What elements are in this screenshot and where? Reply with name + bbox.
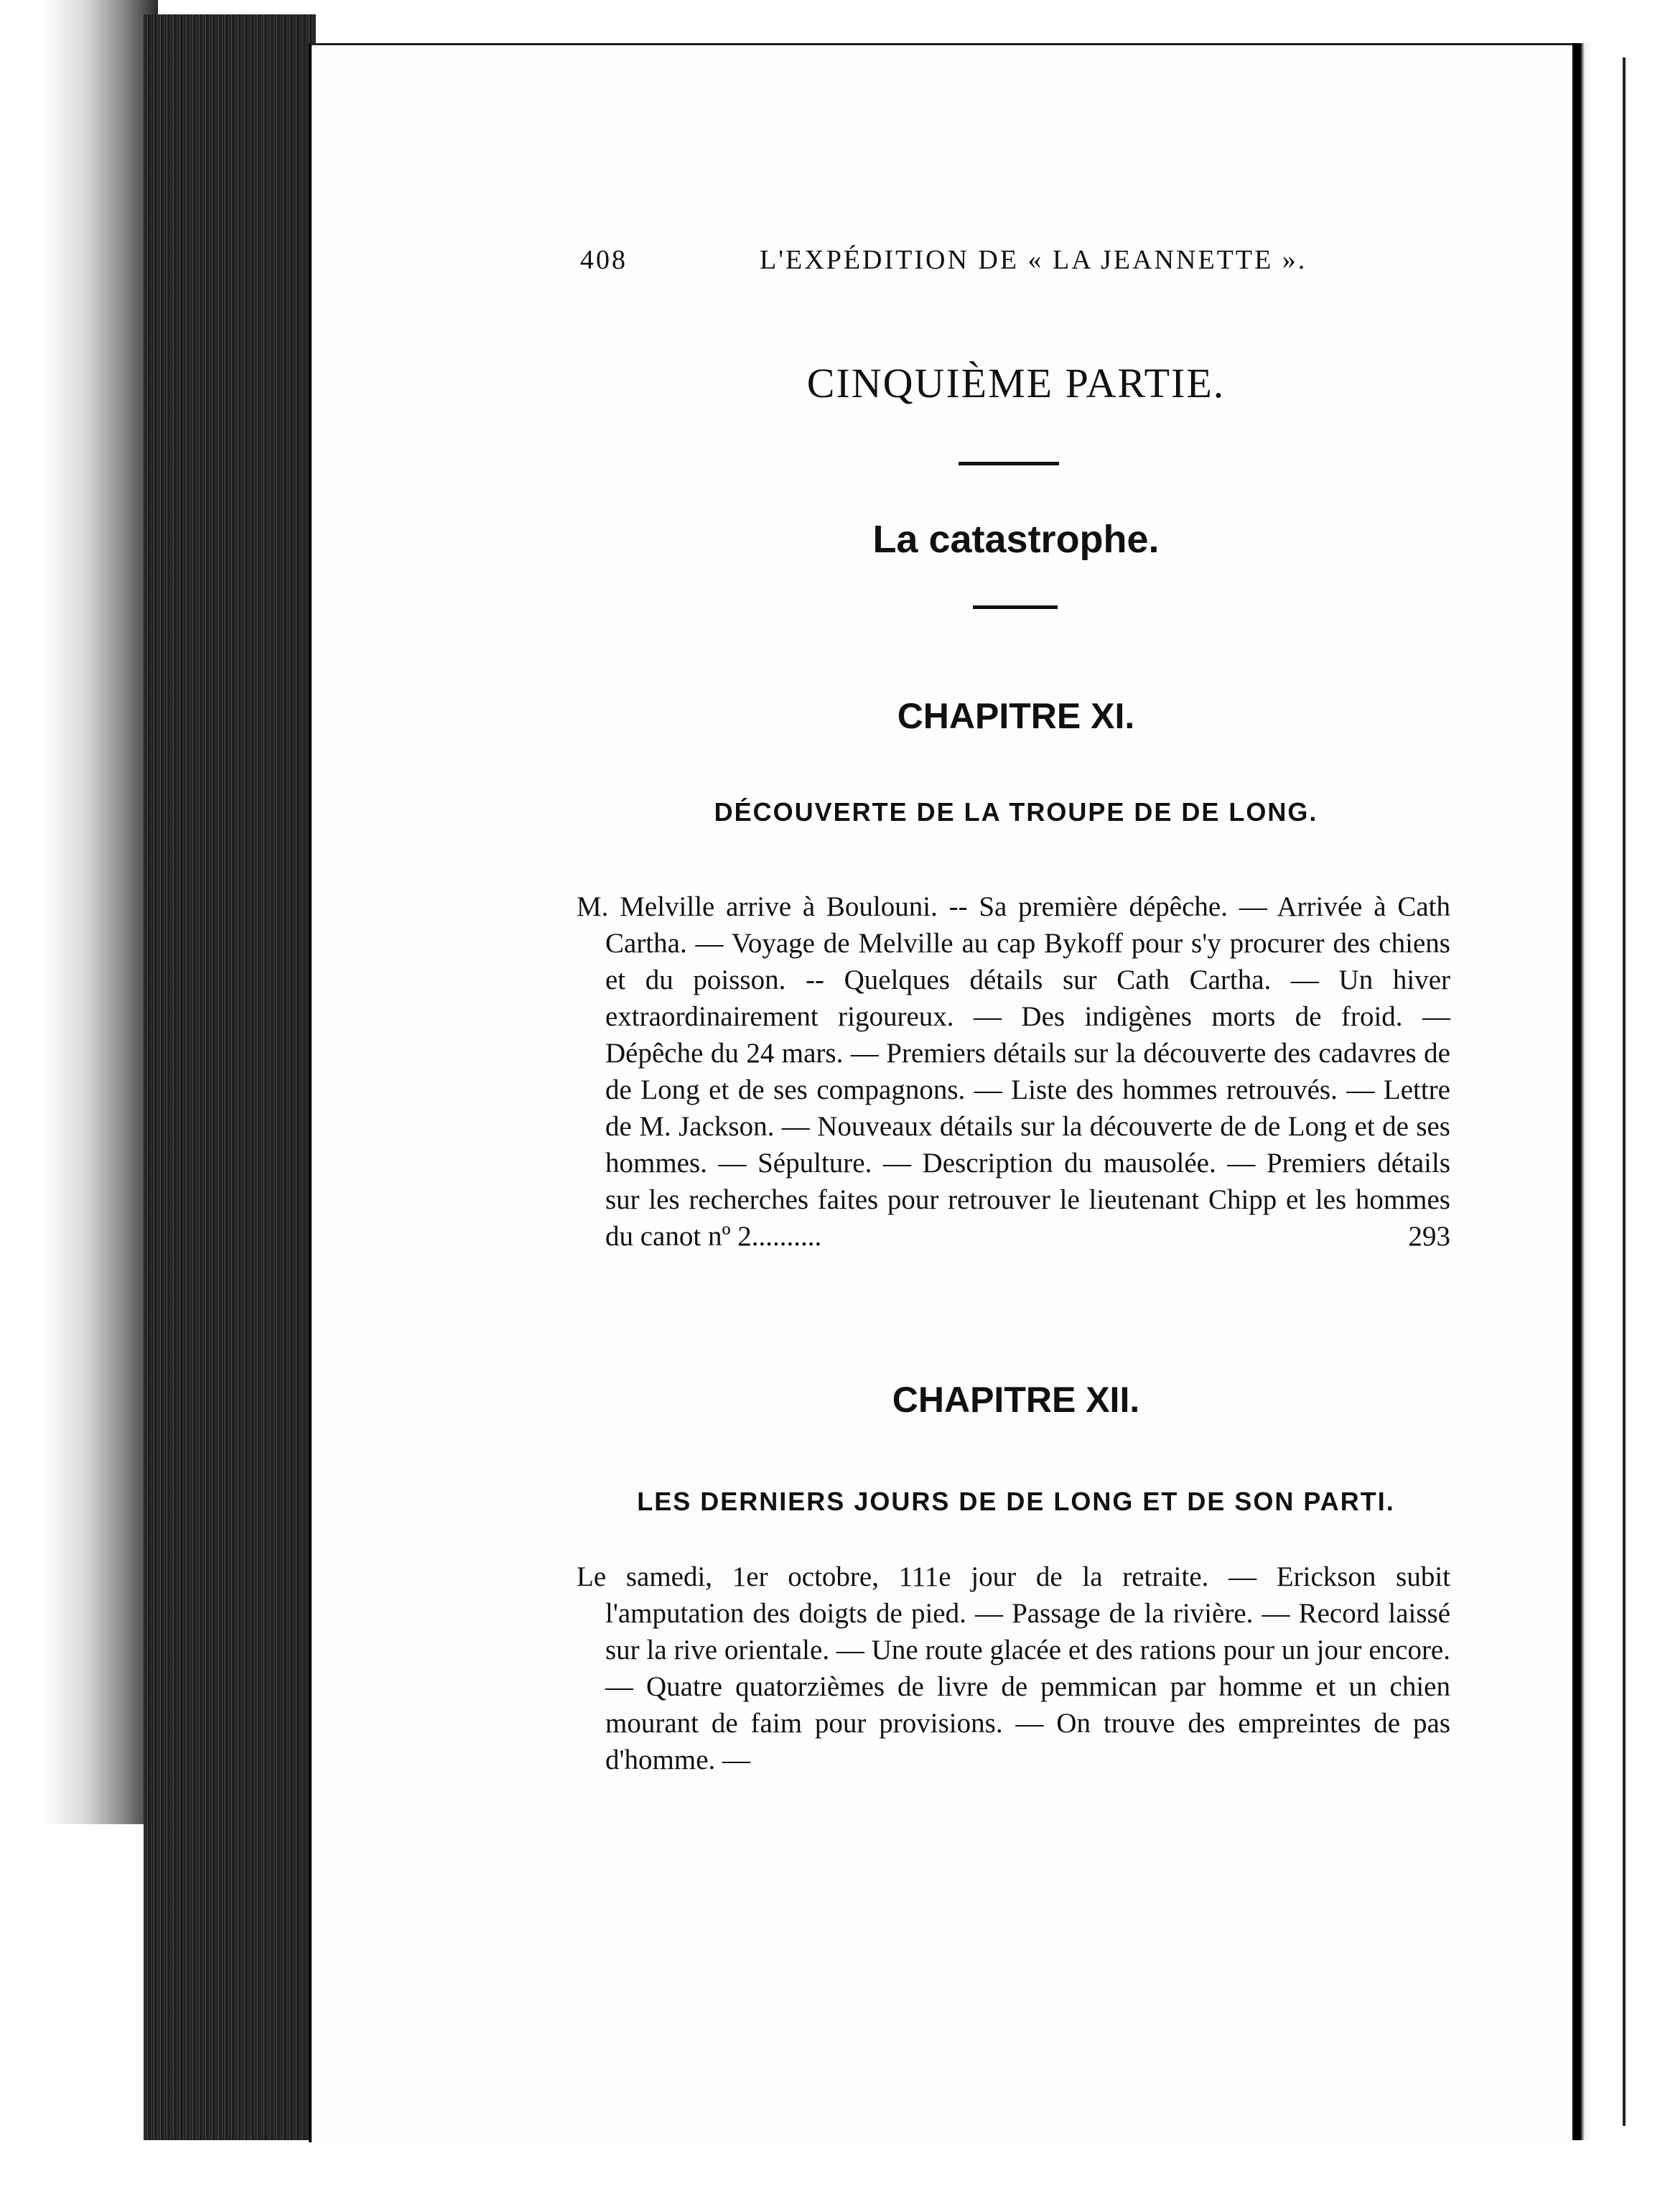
divider-rule	[959, 462, 1059, 465]
page-number: 408	[580, 245, 628, 275]
chapter-summary	[577, 888, 1450, 1255]
part-title: CINQUIÈME PARTIE.	[806, 360, 1226, 406]
facing-page-line	[1623, 57, 1626, 2126]
book-edge-shadow	[43, 0, 158, 1824]
chapter-title: CHAPITRE XII.	[892, 1380, 1140, 1420]
chapter-summary	[577, 1558, 1450, 1778]
summary-text: Le samedi, 1er octobre, 111e jour de la retraite. — Erickson subit l'amputation des doigts de pied. — Passage de la rivière. — Record laissé sur la rive orientale. — Une route glacée et des rations pour un jour encore. — Quatre quatorzièmes de livre de pemmican par homme et un chien mourant de faim pour provisions. — On trouve des empreintes de pas d'homme. —	[577, 1561, 1450, 1775]
chapter-heading: DÉCOUVERTE DE LA TROUPE DE DE LONG.	[714, 797, 1318, 827]
summary-text: M. Melville arrive à Boulouni. -- Sa première dépêche. — Arrivée à Cath Cartha. — Voyage de Melville au cap Bykoff pour s'y procurer des chiens et du poisson. -- Quelques détails sur Cath Cartha. — Un hiver extraordinairement rigoureux. — Des indigènes morts de froid. — Dépêche du 24 mars. — Premiers détails sur la découverte des cadavres de de Long et de ses compagnons. — Liste des hommes retrouvés. — Lettre de M. Jackson. — Nouveaux détails sur la découverte de de Long et de ses hommes. — Sépulture. — Description du mausolée. — Premiers détails sur les recherches faites pour retrouver le lieutenant Chipp et les hommes du canot nº 2..........	[577, 891, 1450, 1252]
section-title: La catastrophe.	[872, 518, 1160, 561]
page-reference: 293	[1408, 1221, 1450, 1252]
running-title: L'EXPÉDITION DE « LA JEANNETTE ».	[760, 245, 1307, 275]
chapter-title: CHAPITRE XI.	[897, 696, 1135, 736]
chapter-heading: LES DERNIERS JOURS DE DE LONG ET DE SON PARTI.	[637, 1487, 1395, 1516]
facing-page-edge	[1572, 43, 1593, 2140]
book-page-edges	[144, 14, 316, 2140]
divider-rule	[973, 605, 1058, 609]
